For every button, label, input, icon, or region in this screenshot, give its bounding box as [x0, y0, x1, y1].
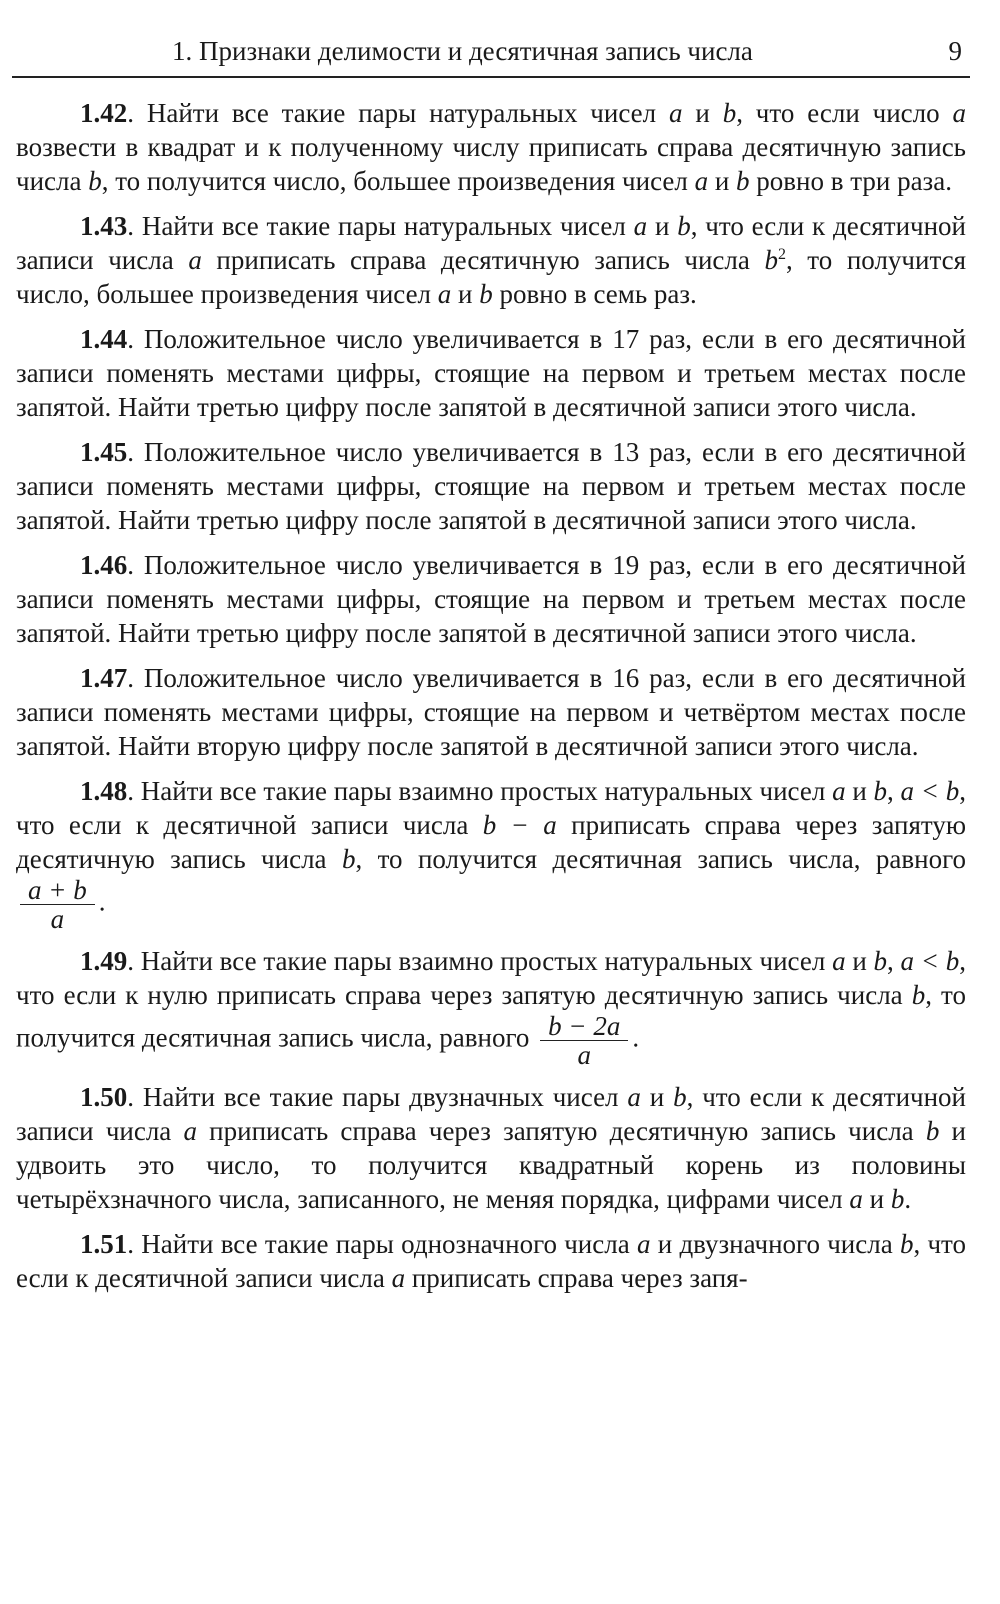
problem-number: 1.44 — [80, 324, 128, 354]
problem-1-43: 1.43. Найти все такие пары натуральных чисел a и b, что если к десятичной записи числа a приписать справа десятичную запись числа $b^2$, то получится число, большее произведения чисел a и b ровно в семь раз. — [16, 211, 966, 309]
problem-number: 1.47 — [80, 663, 128, 693]
problem-1-48: 1.48. Найти все такие пары взаимно простых натуральных чисел a и b, a < b, что если к десятичной записи числа b − a приписать справа через запятую десятичную запись числа b, то получится десятичная запись числа, равного $\frac{a + b}{a}$ . — [16, 776, 966, 934]
problem-number: 1.43 — [80, 211, 128, 241]
problem-list — [16, 96, 966, 1306]
problem-1-45: 1.45. Положительное число увеличивается в 13 раз, если в его десятичной записи поменять местами цифры, стоящие на первом и третьем местах после запятой. Найти третью цифру после запятой в десятичной записи этого числа. — [16, 437, 966, 535]
problem-number: 1.48 — [80, 776, 128, 806]
problem-number: 1.49 — [80, 946, 128, 976]
fraction-denominator: a — [577, 1040, 592, 1070]
problem-1-46: 1.46. Положительное число увеличивается в 19 раз, если в его десятичной записи поменять местами цифры, стоящие на первом и третьем местах после запятой. Найти третью цифру после запятой в десятичной записи этого числа. — [16, 550, 966, 648]
problem-1-47: 1.47. Положительное число увеличивается в 16 раз, если в его десятичной записи поменять местами цифры, стоящие на первом и четвёртом местах после запятой. Найти вторую цифру после запятой в десятичной записи этого числа. — [16, 663, 966, 761]
problem-1-50: 1.50. Найти все такие пары двузначных чисел a и b, что если к десятичной записи числа a приписать справа через запятую десятичную запись числа b и удвоить это число, то получится квадратный корень из половины четырёхзначного числа, записанного, не меняя порядка, цифрами чисел a и b. — [16, 1082, 967, 1214]
running-header — [12, 30, 970, 78]
exponent: 2 — [777, 246, 786, 263]
fraction-numerator: a + b — [20, 876, 95, 905]
fraction-a-plus-b-over-a — [20, 876, 95, 933]
problem-1-49: 1.49. Найти все такие пары взаимно простых натуральных чисел a и b, a < b, что если к нулю приписать справа через запятую десятичную запись числа b, то получится десятичная запись числа, равного $\frac{b - 2a}{a}$ . — [16, 946, 966, 1070]
fraction-denominator: a — [50, 904, 65, 934]
fraction-numerator: b − 2a — [540, 1012, 628, 1041]
problem-number: 1.45 — [80, 437, 128, 467]
problem-1-44: 1.44. Положительное число увеличивается в 17 раз, если в его десятичной записи поменять местами цифры, стоящие на первом и третьем местах после запятой. Найти третью цифру после запятой в десятичной записи этого числа. — [16, 324, 966, 422]
fraction-b-minus-2a-over-a — [540, 1012, 628, 1069]
problem-1-51: 1.51. Найти все такие пары однозначного числа a и двузначного числа b, что если к десятичной записи числа a приписать справа через запя- — [16, 1229, 966, 1293]
chapter-title: 1. Признаки делимости и десятичная запись числа — [172, 36, 753, 66]
problem-1-42: 1.42. Найти все такие пары натуральных чисел a и b, что если число a возвести в квадрат и к полученному числу приписать справа десятичную запись числа b, то получится число, большее произведения чисел a и b ровно в три раза. — [16, 98, 966, 196]
problem-number: 1.46 — [80, 550, 128, 580]
page-number: 9 — [948, 36, 962, 66]
problem-number: 1.51 — [80, 1229, 128, 1259]
problem-number: 1.42 — [80, 98, 128, 128]
problem-number: 1.50 — [80, 1082, 128, 1112]
